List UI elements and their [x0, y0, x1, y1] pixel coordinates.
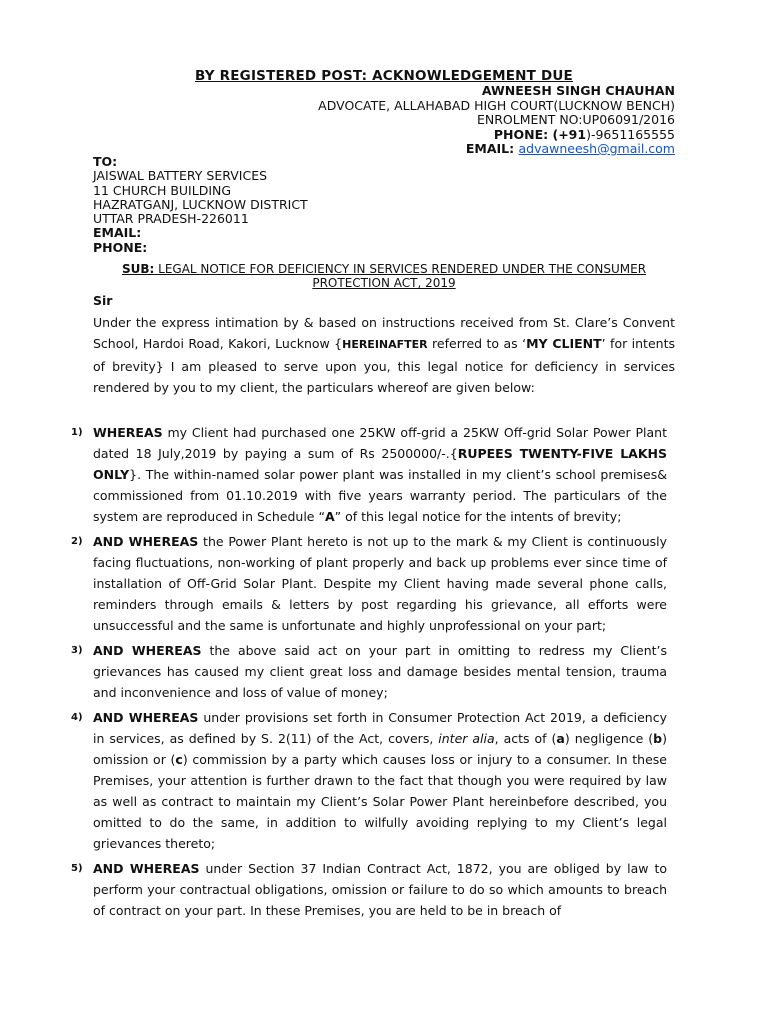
item-body: ) negligence ( — [564, 731, 654, 746]
recipient-phone-label: PHONE: — [93, 239, 148, 255]
item-keyword: AND WHEREAS — [93, 643, 202, 658]
email-label: EMAIL: — [465, 141, 519, 156]
sender-phone — [318, 128, 675, 143]
item-number: 1) — [71, 427, 83, 438]
list-item — [0, 422, 768, 527]
item-body: the Power Plant hereto is not up to the mark & my Client is continuously facing fluctuations, non-working of plant properly and back up problems ever since time of installation of Off-Grid Solar Plant. Despite my Client having made several phone calls, reminders through emails & letters by post regarding his grievance, all efforts were unsuccessful and the same is unfortunate and highly unprofessional on your part; — [93, 534, 667, 633]
item-italic: inter alia — [438, 731, 495, 746]
intro-text: ’ for intents of brevity} I am pleased to serve upon you, this legal notice for deficiency in services rendered by you to my client, the particulars whereof are given below: — [93, 336, 675, 395]
subject-label: SUB: — [121, 262, 155, 276]
sender-name: AWNEESH SINGH CHAUHAN — [481, 83, 675, 98]
recipient-line: HAZRATGANJ, LUCKNOW DISTRICT — [93, 196, 308, 212]
subject-line — [93, 262, 675, 290]
item-keyword: AND WHEREAS — [93, 710, 199, 725]
item-keyword: AND WHEREAS — [93, 861, 200, 876]
item-body: under provisions set forth in Consumer Protection Act 2019, a deficiency in services, as defined by S. 2(11) of the Act, covers, — [93, 710, 667, 746]
email-link[interactable]: advawneesh@gmail.com — [518, 141, 675, 156]
salutation: Sir — [93, 293, 113, 308]
intro-my-client: MY CLIENT — [526, 336, 602, 352]
item-keyword: AND WHEREAS — [93, 534, 199, 549]
list-item — [0, 707, 768, 854]
item-keyword: WHEREAS — [93, 425, 163, 440]
item-emphasis: b — [653, 731, 663, 746]
recipient-email-label: EMAIL: — [93, 225, 142, 241]
item-text — [93, 707, 667, 854]
item-body: under Section 37 Indian Contract Act, 1872, you are obliged by law to perform your contractual obligations, omission or failure to do so which amounts to breach of contract on your part. In these Premises, you are held to be in breach of — [93, 861, 667, 918]
item-text — [93, 858, 667, 921]
item-number: 2) — [71, 536, 83, 547]
to-label: TO: — [93, 154, 118, 169]
page-heading: BY REGISTERED POST: ACKNOWLEDGEMENT DUE — [195, 68, 573, 84]
item-body: }. The within-named solar power plant was installed in my client’s school premises& commissioned from 01.10.2019 with five years warranty period. The particulars of the system are reproduced in Schedule “ — [93, 467, 667, 524]
phone-number: )-9651165555 — [586, 126, 675, 142]
intro-paragraph — [93, 312, 675, 398]
item-body: the above said act on your part in omitting to redress my Client’s grievances has caused my client great loss and damage besides mental tension, trauma and inconvenience and loss of value of money; — [93, 643, 667, 700]
recipient-line: JAISWAL BATTERY SERVICES — [93, 168, 268, 184]
item-body: , acts of ( — [494, 731, 557, 746]
intro-text: referred to as ‘ — [427, 336, 527, 352]
item-emphasis: a — [556, 731, 565, 746]
sender-enrolment: ENROLMENT NO:UP06091/2016 — [476, 112, 675, 127]
sender-email — [318, 142, 675, 157]
sender-block — [318, 84, 675, 157]
item-text — [93, 640, 667, 703]
item-body: ) commission by a party which causes loss or injury to a consumer. In these Premises, your attention is further drawn to the fact that though you were required by law as well as contract to maintain my Client’s Solar Power Plant hereinbefore described, you omitted to do the same, in addition to wilfully avoiding replying to my Client’s legal grievances thereto; — [93, 752, 667, 851]
list-item — [0, 858, 768, 921]
intro-text: Under the express intimation by & based on instructions received from St. Clare’s Convent School, Hardoi Road, Kakori, Lucknow { — [93, 315, 675, 352]
phone-label: PHONE: — [493, 126, 553, 142]
phone-code: (+91 — [552, 126, 587, 142]
list-item — [0, 640, 768, 703]
intro-hereinafter: HEREINAFTER — [342, 338, 428, 352]
recipient-line: UTTAR PRADESH-226011 — [93, 211, 249, 227]
item-number: 3) — [71, 645, 83, 656]
recipient-block — [93, 155, 308, 255]
item-number: 5) — [71, 863, 83, 874]
item-number: 4) — [71, 712, 83, 723]
subject-text: LEGAL NOTICE FOR DEFICIENCY IN SERVICES RENDERED UNDER THE CONSUMER PROTECTION ACT, 2019 — [154, 262, 647, 290]
clauses-list — [0, 422, 768, 925]
sender-title: ADVOCATE, ALLAHABAD HIGH COURT(LUCKNOW BENCH) — [318, 97, 675, 113]
item-emphasis: c — [175, 752, 183, 767]
item-text — [93, 531, 667, 636]
item-emphasis: A — [324, 509, 335, 524]
item-emphasis: RUPEES TWENTY-FIVE LAKHS ONLY — [93, 446, 667, 482]
item-body: my Client had purchased one 25KW off-grid a 25KW Off-grid Solar Power Plant dated 18 July,2019 by paying a sum of Rs 2500000/-.{ — [93, 425, 667, 461]
item-body: ) omission or ( — [93, 731, 668, 767]
item-body: ” of this legal notice for the intents of brevity; — [334, 509, 622, 524]
item-text — [93, 422, 667, 527]
list-item — [0, 531, 768, 636]
recipient-line: 11 CHURCH BUILDING — [93, 182, 232, 198]
